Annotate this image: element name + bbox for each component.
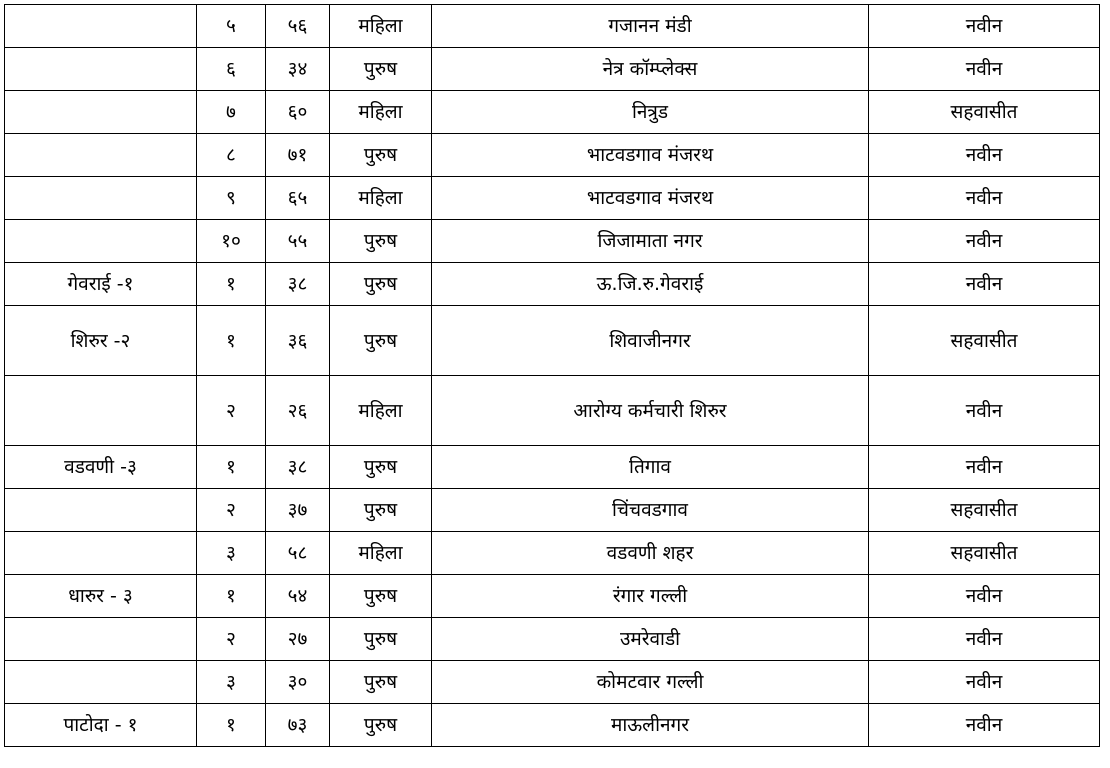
table-row [5, 177, 1100, 220]
gender-cell: पुरुष [330, 661, 432, 704]
gender-cell: पुरुष [330, 48, 432, 91]
status-cell: नवीन [869, 134, 1100, 177]
unit-cell [5, 48, 197, 91]
age-cell: २७ [266, 618, 330, 661]
serial-number-cell: ८ [197, 134, 266, 177]
serial-number-cell: १ [197, 263, 266, 306]
table-row [5, 661, 1100, 704]
unit-cell: धारुर - ३ [5, 575, 197, 618]
table-row [5, 306, 1100, 376]
gender-cell: पुरुष [330, 220, 432, 263]
status-cell: सहवासीत [869, 306, 1100, 376]
serial-number-cell: ३ [197, 532, 266, 575]
gender-cell: महिला [330, 5, 432, 48]
age-cell: ६० [266, 91, 330, 134]
table-row [5, 446, 1100, 489]
serial-number-cell: २ [197, 489, 266, 532]
age-cell: ३६ [266, 306, 330, 376]
location-cell: कोमटवार गल्ली [432, 661, 869, 704]
status-cell: नवीन [869, 661, 1100, 704]
status-cell: नवीन [869, 220, 1100, 263]
gender-cell: पुरुष [330, 704, 432, 747]
serial-number-cell: १० [197, 220, 266, 263]
table-row [5, 48, 1100, 91]
age-cell: ५५ [266, 220, 330, 263]
status-cell: नवीन [869, 48, 1100, 91]
serial-number-cell: ९ [197, 177, 266, 220]
location-cell: गजानन मंडी [432, 5, 869, 48]
location-cell: ऊ.जि.रु.गेवराई [432, 263, 869, 306]
location-cell: वडवणी शहर [432, 532, 869, 575]
serial-number-cell: १ [197, 446, 266, 489]
unit-cell [5, 618, 197, 661]
location-cell: रंगार गल्ली [432, 575, 869, 618]
gender-cell: पुरुष [330, 306, 432, 376]
unit-cell [5, 5, 197, 48]
age-cell: ७३ [266, 704, 330, 747]
location-cell: भाटवडगाव मंजरथ [432, 177, 869, 220]
table-row [5, 134, 1100, 177]
serial-number-cell: ५ [197, 5, 266, 48]
serial-number-cell: १ [197, 306, 266, 376]
gender-cell: पुरुष [330, 618, 432, 661]
status-cell: नवीन [869, 704, 1100, 747]
status-cell: सहवासीत [869, 489, 1100, 532]
unit-cell [5, 661, 197, 704]
table-row [5, 263, 1100, 306]
unit-cell: गेवराई -१ [5, 263, 197, 306]
table-row [5, 704, 1100, 747]
age-cell: ३४ [266, 48, 330, 91]
unit-cell: शिरुर -२ [5, 306, 197, 376]
location-cell: आरोग्य कर्मचारी शिरुर [432, 376, 869, 446]
gender-cell: पुरुष [330, 263, 432, 306]
serial-number-cell: १ [197, 575, 266, 618]
status-cell: सहवासीत [869, 91, 1100, 134]
status-cell: नवीन [869, 575, 1100, 618]
unit-cell [5, 220, 197, 263]
age-cell: २६ [266, 376, 330, 446]
location-cell: उमरेवाडी [432, 618, 869, 661]
location-cell: जिजामाता नगर [432, 220, 869, 263]
table-body [5, 5, 1100, 747]
serial-number-cell: ७ [197, 91, 266, 134]
table-row [5, 618, 1100, 661]
serial-number-cell: ३ [197, 661, 266, 704]
table-row [5, 575, 1100, 618]
status-cell: नवीन [869, 446, 1100, 489]
gender-cell: महिला [330, 376, 432, 446]
status-cell: नवीन [869, 376, 1100, 446]
age-cell: ३८ [266, 263, 330, 306]
table-row [5, 532, 1100, 575]
gender-cell: महिला [330, 91, 432, 134]
serial-number-cell: ६ [197, 48, 266, 91]
location-cell: नित्रुड [432, 91, 869, 134]
location-cell: माऊलीनगर [432, 704, 869, 747]
age-cell: ३८ [266, 446, 330, 489]
location-cell: भाटवडगाव मंजरथ [432, 134, 869, 177]
unit-cell [5, 376, 197, 446]
location-cell: तिगाव [432, 446, 869, 489]
age-cell: ५८ [266, 532, 330, 575]
status-cell: नवीन [869, 5, 1100, 48]
location-cell: शिवाजीनगर [432, 306, 869, 376]
gender-cell: पुरुष [330, 446, 432, 489]
unit-cell: वडवणी -३ [5, 446, 197, 489]
unit-cell [5, 489, 197, 532]
serial-number-cell: २ [197, 618, 266, 661]
table-row [5, 376, 1100, 446]
table-row [5, 220, 1100, 263]
gender-cell: पुरुष [330, 134, 432, 177]
unit-cell [5, 91, 197, 134]
gender-cell: महिला [330, 177, 432, 220]
status-cell: नवीन [869, 263, 1100, 306]
age-cell: ५४ [266, 575, 330, 618]
patient-table [4, 4, 1100, 747]
gender-cell: महिला [330, 532, 432, 575]
unit-cell [5, 532, 197, 575]
location-cell: नेत्र कॉम्प्लेक्स [432, 48, 869, 91]
table-row [5, 91, 1100, 134]
age-cell: ७१ [266, 134, 330, 177]
status-cell: नवीन [869, 177, 1100, 220]
serial-number-cell: १ [197, 704, 266, 747]
unit-cell [5, 134, 197, 177]
serial-number-cell: २ [197, 376, 266, 446]
unit-cell [5, 177, 197, 220]
age-cell: ३७ [266, 489, 330, 532]
age-cell: ६५ [266, 177, 330, 220]
table-row [5, 5, 1100, 48]
unit-cell: पाटोदा - १ [5, 704, 197, 747]
age-cell: ३० [266, 661, 330, 704]
age-cell: ५६ [266, 5, 330, 48]
status-cell: नवीन [869, 618, 1100, 661]
gender-cell: पुरुष [330, 489, 432, 532]
status-cell: सहवासीत [869, 532, 1100, 575]
location-cell: चिंचवडगाव [432, 489, 869, 532]
gender-cell: पुरुष [330, 575, 432, 618]
table-row [5, 489, 1100, 532]
